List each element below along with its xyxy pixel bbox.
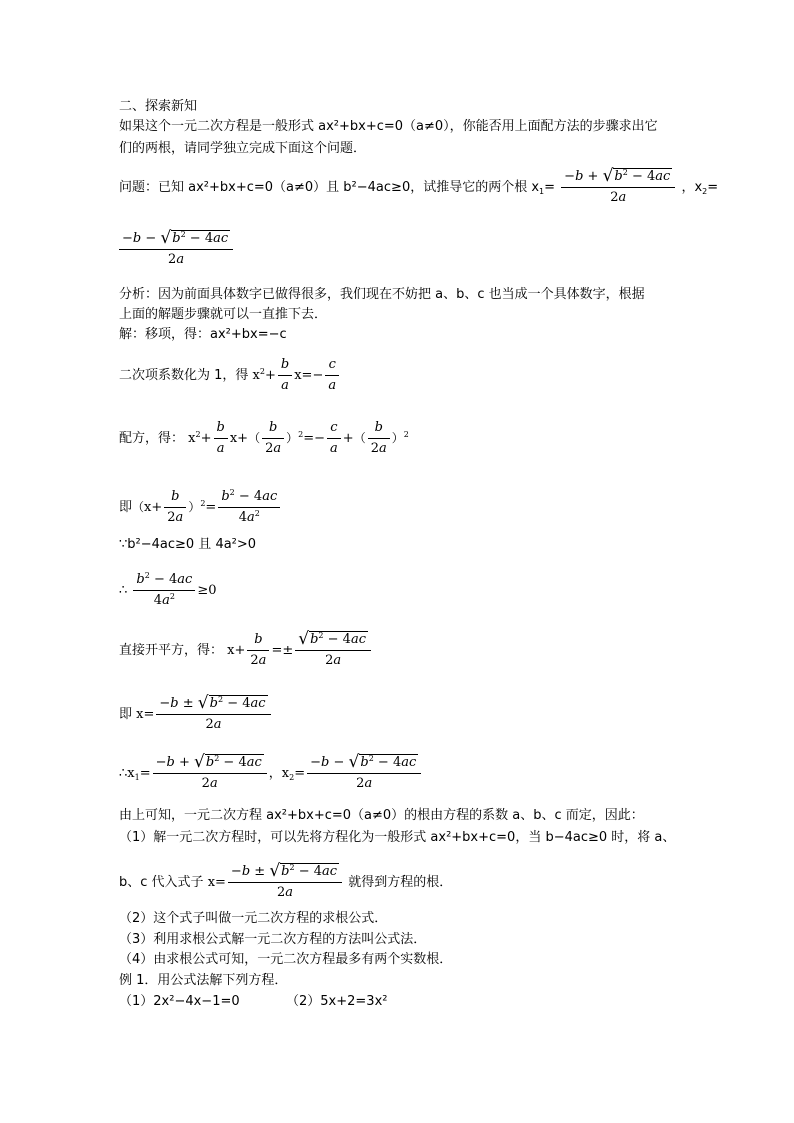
example-1: （1）2x²−4x−1=0 bbox=[119, 994, 240, 1009]
point-1b-suffix: 就得到方程的根． bbox=[348, 875, 453, 890]
intro-line-1: 如果这个一元二次方程是一般形式 ax²+bx+c=0（a≠0），你能否用上面配方法的步骤求出它 bbox=[119, 119, 658, 134]
conclusion-line: 由上可知，一元二次方程 ax²+bx+c=0（a≠0）的根由方程的系数 a、b、c 而定，因此： bbox=[119, 808, 644, 823]
step-roots-line: $\therefore x_1=$ $\frac{-b + √b^2 - 4ac}{2a}$ ，$x_2=$ $\frac{-b - √b^2 - 4ac}{2a}$ bbox=[119, 753, 423, 794]
step-sqrt-text: 直接开平方，得： bbox=[119, 643, 224, 658]
problem-x2-line bbox=[119, 229, 235, 270]
step-coef-text: 二次项系数化为 1，得 bbox=[119, 368, 249, 383]
step-ji2-text: 即 bbox=[119, 707, 133, 722]
analysis-line-2: 上面的解题步骤就可以一直推下去． bbox=[119, 307, 328, 322]
point-2: （2）这个式子叫做一元二次方程的求根公式． bbox=[119, 911, 388, 926]
point-1b-line: b、c 代入式子 x= $\frac{-b \pm √b^2 - 4ac}{2a}$ 就得到方程的根． bbox=[119, 862, 452, 903]
point-3: （3）利用求根公式解一元二次方程的方法叫公式法． bbox=[119, 932, 427, 947]
point-1b-prefix: b、c 代入式子 bbox=[119, 875, 204, 890]
step-complete-text: 配方，得： bbox=[119, 431, 185, 446]
step-move: 解：移项，得：ax²+bx=−c bbox=[119, 327, 287, 342]
example-2: （2）5x+2=3x² bbox=[286, 994, 388, 1009]
step-ji1-line: 即（x+ $\frac{b}{2a}$ ）$^2$= $\frac{b^2 - 4ac}{4a^2}$ bbox=[119, 487, 282, 528]
x2-text: ，x bbox=[681, 180, 703, 195]
problem-line: 问题：已知 ax²+bx+c=0（a≠0）且 b²−4ac≥0，试推导它的两个根 $x_1=$ $\frac{-b + √b^2 - 4ac}{2a}$ ，$x_2=$ bbox=[119, 167, 718, 208]
step-complete-line: 配方，得： $x^2+$ $\frac{b}{a}$ x+（ $\frac{b}{2a}$ ）$^2$=− $\frac{c}{a}$ +（ $\frac{b}{2a}$ ）$^2$ bbox=[119, 418, 409, 459]
therefore-line: ∴ $\frac{b^2 - 4ac}{4a^2}$ ≥0 bbox=[119, 570, 216, 611]
point-4: （4）由求根公式可知，一元二次方程最多有两个实数根． bbox=[119, 952, 453, 967]
example-title: 例 1．用公式法解下列方程． bbox=[119, 973, 288, 988]
step-sqrt-line: 直接开平方，得： x+ $\frac{b}{2a}$ =± $\frac{√b^2 - 4ac}{2a}$ bbox=[119, 630, 373, 671]
therefore-symbol: ∴ bbox=[119, 583, 128, 598]
problem-text: 问题：已知 ax²+bx+c=0（a≠0）且 b²−4ac≥0，试推导它的两个根 x bbox=[119, 180, 540, 195]
step-roots-symbol: ∴ bbox=[119, 766, 128, 781]
point-1a: （1）解一元二次方程时，可以先将方程化为一般形式 ax²+bx+c=0，当 b−4ac≥0 时，将 a、 bbox=[119, 830, 676, 845]
intro-line-2: 们的两根，请同学独立完成下面这个问题． bbox=[119, 141, 367, 156]
step-ji1-text: 即 bbox=[119, 500, 133, 515]
step-coef-line: 二次项系数化为 1，得 $x^2+$ $\frac{b}{a}$ x=− $\frac{c}{a}$ bbox=[119, 355, 341, 396]
step-ji2-line: 即 x= $\frac{-b \pm √b^2 - 4ac}{2a}$ bbox=[119, 694, 273, 735]
section-title: 二、探索新知 bbox=[119, 99, 198, 114]
analysis-line-1: 分析：因为前面具体数字已做得很多，我们现在不妨把 a、b、c 也当成一个具体数字，根据 bbox=[119, 287, 645, 302]
because-line: ∵b²−4ac≥0 且 4a²>0 bbox=[119, 537, 257, 552]
root-plus-formula: $\frac{-b + √b^2 - 4ac}{2a}$ bbox=[561, 167, 675, 208]
root-minus-formula: $\frac{-b - √b^2 - 4ac}{2a}$ bbox=[119, 229, 233, 270]
